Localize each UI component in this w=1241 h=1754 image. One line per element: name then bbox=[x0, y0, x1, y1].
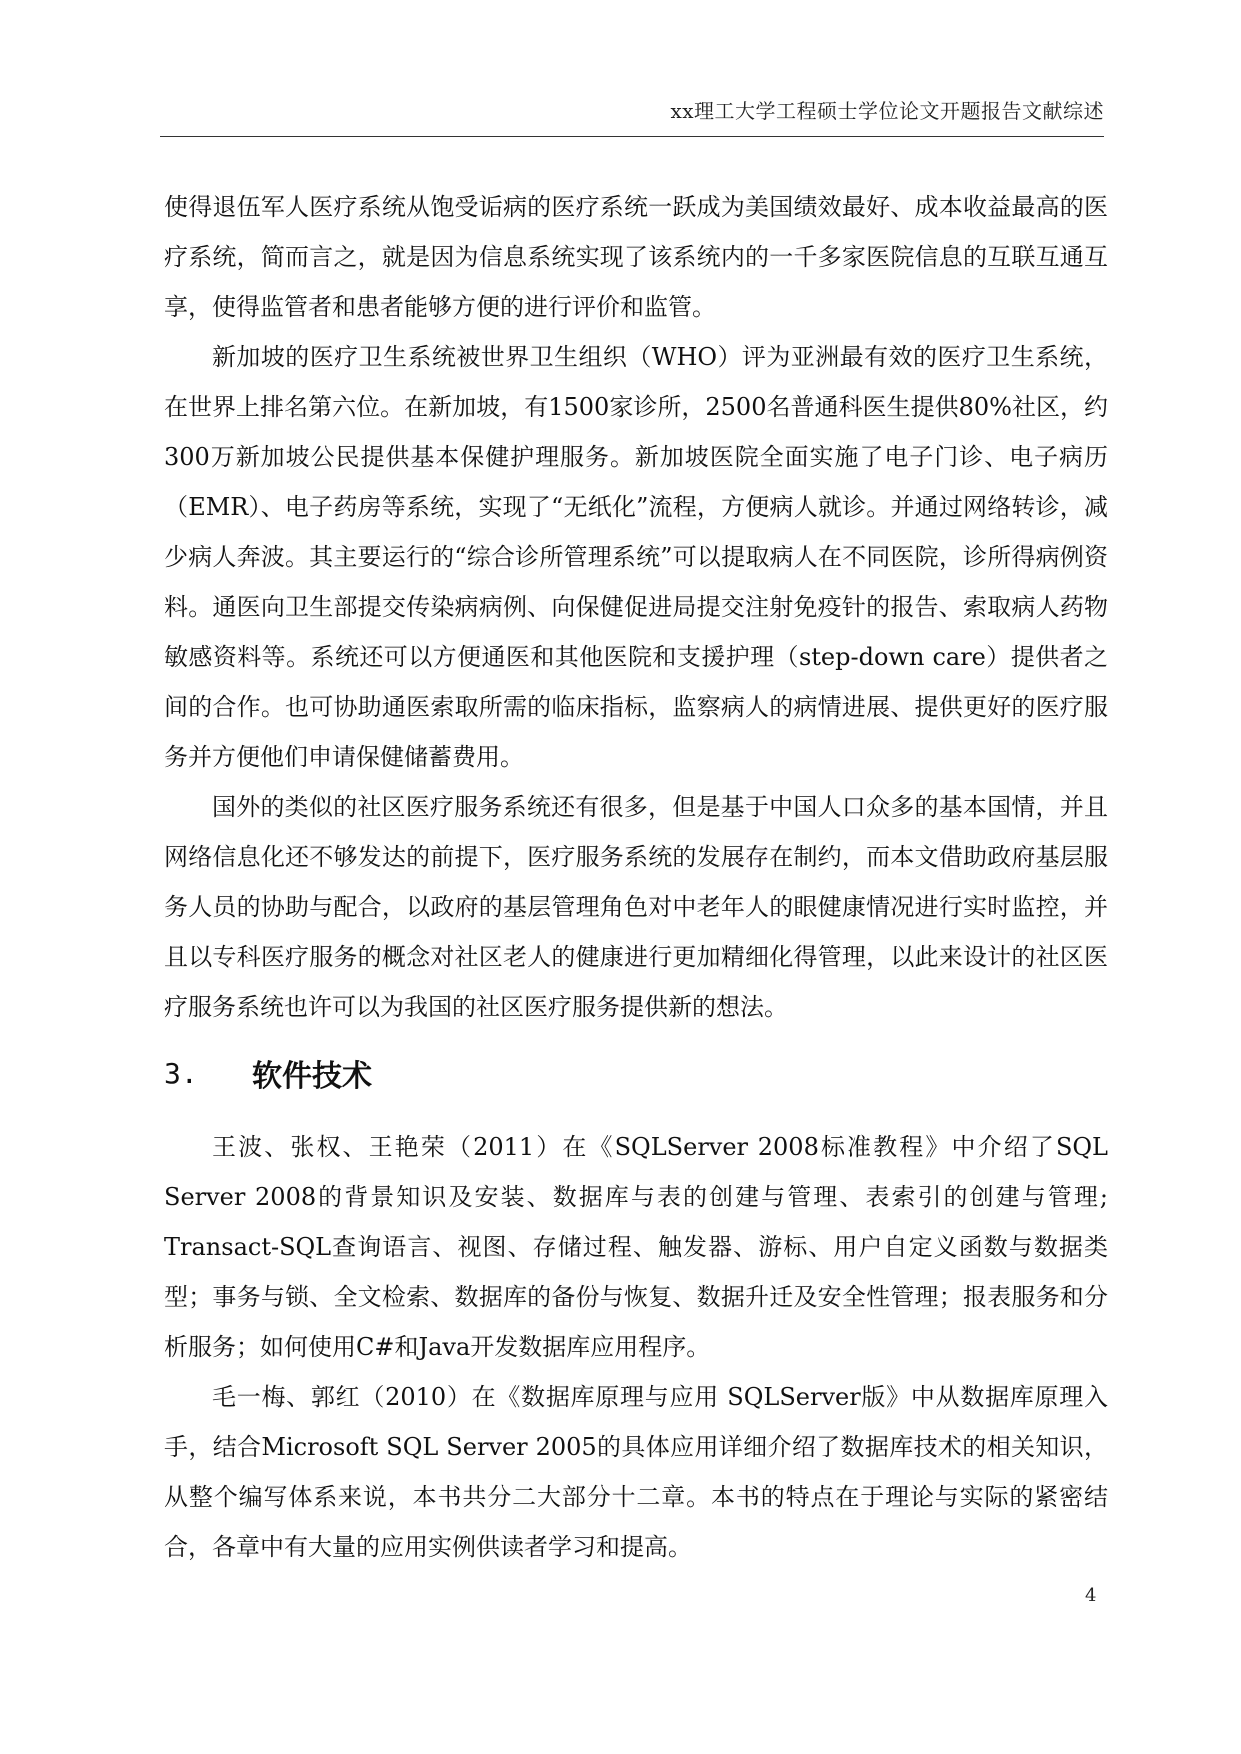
paragraph-database-principles: 毛一梅、郭红（2010）在《数据库原理与应用 SQLServer版》中从数据库原理入手，结合Microsoft SQL Server 2005的具体应用详细介绍了数据库技术的相关知识，从整个编写体系来说，本书共分二大部分十二章。本书的特点在于理论与实际的紧密结合，各章中有大量的应用实例供读者学习和提高。 bbox=[164, 1383, 1108, 1561]
page-body bbox=[164, 182, 1108, 1572]
section-title: 软件技术 bbox=[252, 1059, 372, 1094]
paragraph-singapore: 新加坡的医疗卫生系统被世界卫生组织（WHO）评为亚洲最有效的医疗卫生系统，在世界上排名第六位。在新加坡，有1500家诊所，2500名普通科医生提供80%社区，约300万新加坡公民提供基本保健护理服务。新加坡医院全面实施了电子门诊、电子病历（EMR）、电子药房等系统，实现了“无纸化”流程，方便病人就诊。并通过网络转诊，减少病人奔波。其主要运行的“综合诊所管理系统”可以提取病人在不同医院，诊所得病例资料。通医向卫生部提交传染病病例、向保健促进局提交注射免疫针的报告、索取病人药物敏感资料等。系统还可以方便通医和其他医院和支援护理（step-down care）提供者之间的合作。也可协助通医索取所需的临床指标，监察病人的病情进展、提供更好的医疗服务并方便他们申请保健储蓄费用。 bbox=[164, 343, 1108, 771]
paragraph-continued: 使得退伍军人医疗系统从饱受诟病的医疗系统一跃成为美国绩效最好、成本收益最高的医疗系统，简而言之，就是因为信息系统实现了该系统内的一千多家医院信息的互联互通互享，使得监管者和患者能够方便的进行评价和监管。 bbox=[164, 193, 1108, 321]
paragraph-sqlserver-2008: 王波、张权、王艳荣（2011）在《SQLServer 2008标准教程》中介绍了SQL Server 2008的背景知识及安装、数据库与表的创建与管理、表索引的创建与管理; Transact-SQL查询语言、视图、存储过程、触发器、游标、用户自定义函数与数据类型；事务与锁、全文检索、数据库的备份与恢复、数据升迁及安全性管理；报表服务和分析服务；如何使用C#和Java开发数据库应用程序。 bbox=[164, 1133, 1108, 1361]
page-number: 4 bbox=[1085, 1585, 1097, 1606]
section-heading bbox=[164, 1048, 1108, 1098]
running-header: xx理工大学工程硕士学位论文开题报告文献综述 bbox=[670, 99, 1104, 123]
section-number: 3. bbox=[164, 1056, 198, 1090]
header-divider bbox=[160, 136, 1104, 137]
paragraph-foreign-systems: 国外的类似的社区医疗服务系统还有很多，但是基于中国人口众多的基本国情，并且网络信息化还不够发达的前提下，医疗服务系统的发展存在制约，而本文借助政府基层服务人员的协助与配合，以政府的基层管理角色对中老年人的眼健康情况进行实时监控，并且以专科医疗服务的概念对社区老人的健康进行更加精细化得管理，以此来设计的社区医疗服务系统也许可以为我国的社区医疗服务提供新的想法。 bbox=[164, 793, 1108, 1021]
